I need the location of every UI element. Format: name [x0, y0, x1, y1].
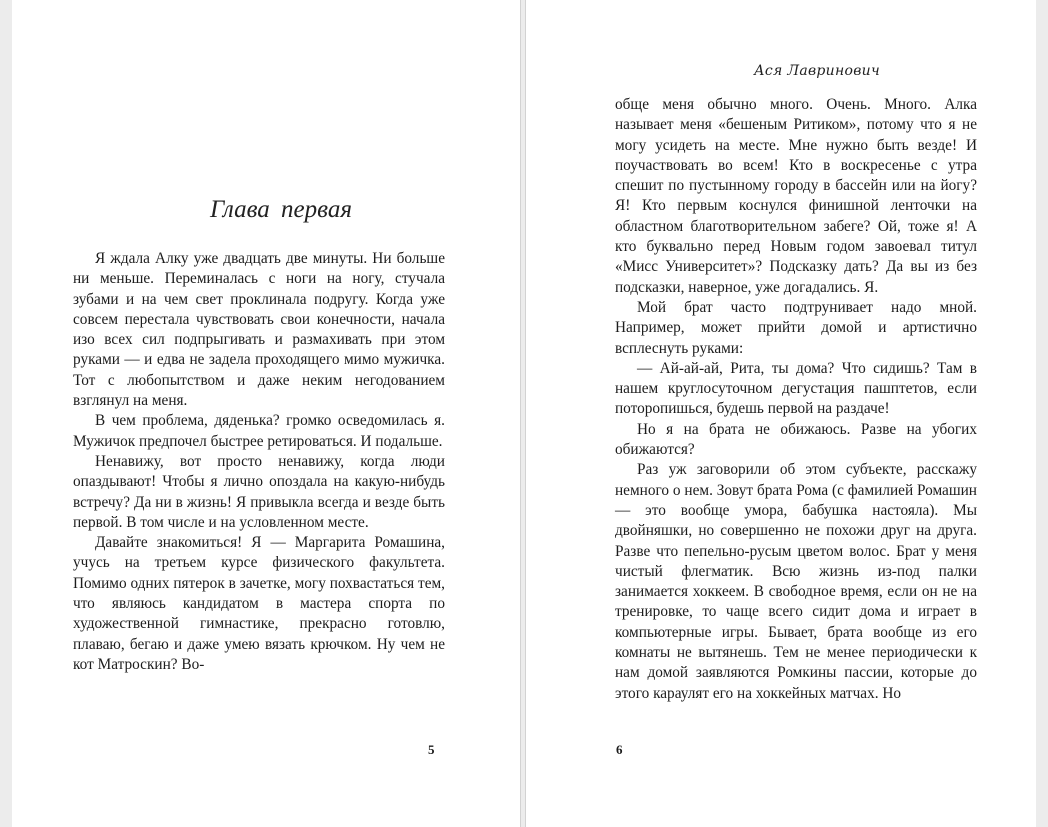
- paragraph: Раз уж заговорили об этом субъекте, расскажу немного о нем. Зовут брата Рома (с фамилией Ромашин — это вообще умора, бабушка настояла). Мы двойняшки, но совершенно не похожи друг на друга. Разве что пепельно-русым цветом волос. Брат у меня чистый флегматик. Всю жизнь из-под палки занимается хоккеем. В свободное время, если он не на тренировке, то чаще всего сидит дома и играет в компьютерные игры. Бывает, брата вообще из его комнаты не вытянешь. Тем не менее периодически к нам домой заявляются Ромкины пассии, которые до этого караулят его на хоккейных матчах. Но: [615, 461, 977, 702]
- left-page-text: [73, 249, 445, 675]
- paragraph-continued: обще меня обычно много. Очень. Много. Алка называет меня «бешеным Ритиком», потому что я не могу усидеть на месте. Мне нужно быть везде! И поучаствовать во всем! Кто в воскресенье с утра спешит по пустынному городу в бассейн или на йогу? Я! Кто первым коснулся финишной ленточки на областном благотворительном забеге? Ой, тоже я! А кто буквально перед Новым годом завоевал титул «Мисс Университет»? Подсказку дать? Да вы из без подсказки, наверное, уже догадались. Я.: [615, 96, 977, 296]
- paragraph: Давайте знакомиться! Я — Маргарита Ромашина, учусь на третьем курсе физического факультета. Помимо одних пятерок в зачетке, могу похвастаться тем, что являюсь кандидатом в мастера спорта по художественной гимнастике, прекрасно готовлю, плаваю, бегаю и даже умею вязать крючком. Ну чем не кот Матроскин? Во-: [73, 534, 445, 673]
- running-head-author: Ася Лавринович: [753, 63, 881, 79]
- paragraph: — Ай-ай-ай, Рита, ты дома? Что сидишь? Там в нашем круглосуточном дегустация пашптетов, если поторопишься, будешь первой на раздаче!: [615, 359, 977, 418]
- right-page: [525, 0, 1036, 827]
- left-page: [12, 0, 521, 827]
- paragraph: Мой брат часто подтрунивает надо мной. Например, может прийти домой и артистично всплеснуть руками:: [615, 298, 977, 357]
- right-page-text: [615, 95, 977, 704]
- paragraph: Ненавижу, вот просто ненавижу, когда люди опаздывают! Чтобы я лично опоздала на какую-нибудь встречу? Да ни в жизнь! Я привыкла всегда и везде быть первой. В том числе и на условленном месте.: [73, 452, 445, 531]
- paragraph: В чем проблема, дяденька? громко осведомилась я. Мужичок предпочел быстрее ретироваться. И подальше.: [73, 412, 445, 450]
- paragraph: Я ждала Алку уже двадцать две минуты. Ни больше ни меньше. Переминалась с ноги на ногу, стучала зубами и на чем свет проклинала подругу. Когда уже совсем перестала чувствовать свои конечности, начала изо всех сил подпрыгивать и размахивать при этом руками — и едва не задела проходящего мимо мужичка. Тот с любопытством и даже неким негодованием взглянул на меня.: [73, 250, 445, 410]
- page-number: 6: [616, 742, 623, 757]
- page-number: 5: [428, 742, 435, 757]
- paragraph: Но я на брата не обижаюсь. Разве на убогих обижаются?: [615, 420, 977, 459]
- chapter-title: Глава первая: [210, 196, 352, 223]
